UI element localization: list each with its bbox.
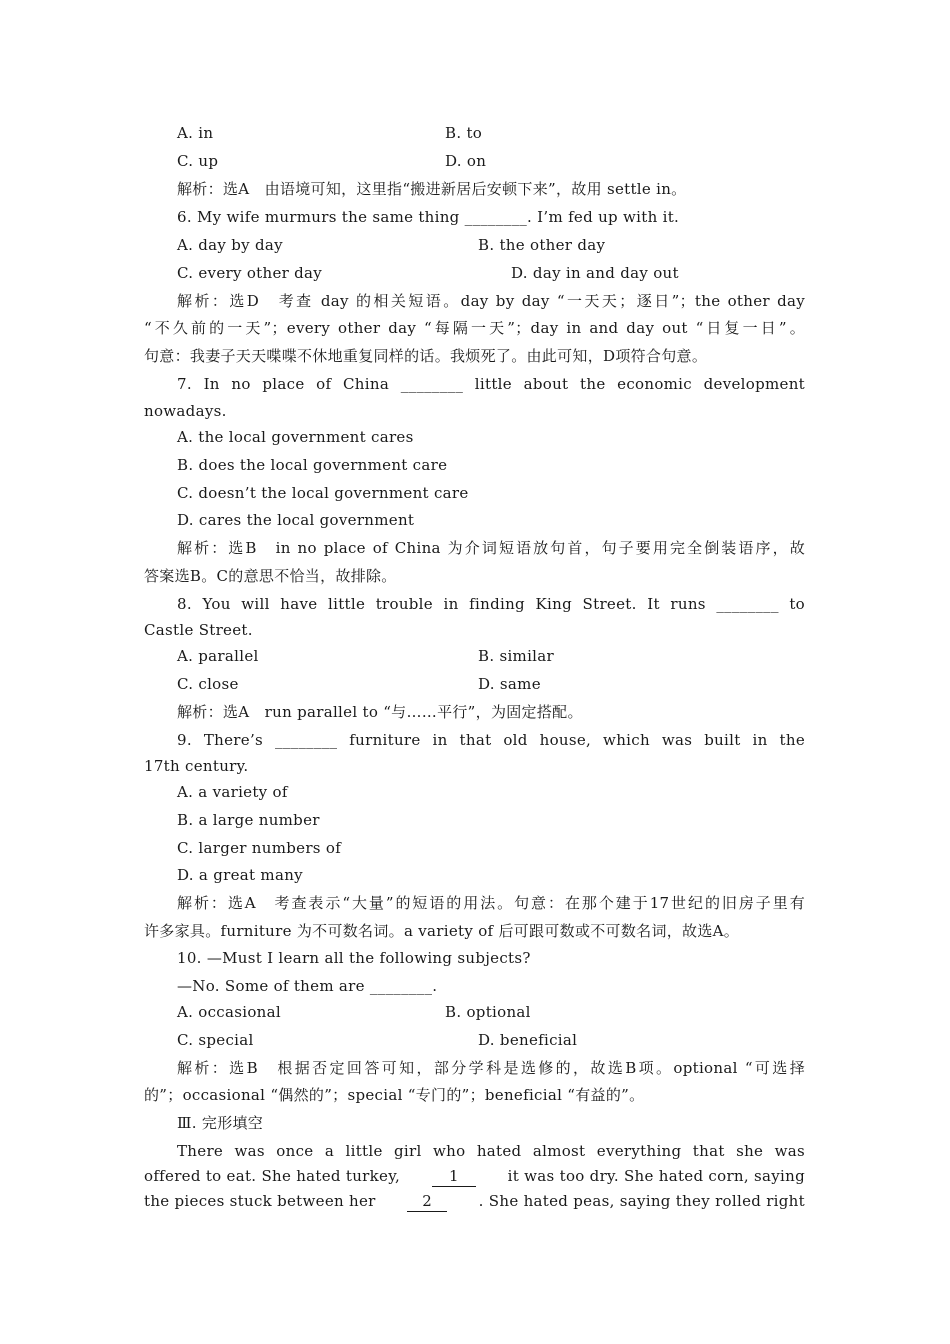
- q10-option-b: B. optional: [445, 1003, 531, 1021]
- q9-analysis-line2: 许多家具。furniture 为不可数名词。a variety of 后可跟可数或不可数名词，故选A。: [144, 922, 740, 940]
- q8-stem-line1: 8. You will have little trouble in finding King Street. It runs ________ to: [177, 595, 805, 613]
- cloze-line2: [144, 1166, 805, 1187]
- q6-analysis-line3: 句意：我妻子天天喋喋不休地重复同样的话。我烦死了。由此可知，D项符合句意。: [144, 347, 708, 365]
- cloze-blank-1: 1: [432, 1166, 476, 1187]
- q6-stem: 6. My wife murmurs the same thing ________. I’m fed up with it.: [177, 208, 680, 226]
- q8-option-c: C. close: [177, 675, 239, 693]
- q9-option-b: B. a large number: [177, 811, 320, 829]
- q7-analysis-line1: 解析：选B in no place of China 为介词短语放句首，句子要用完全倒装语序，故: [177, 539, 805, 557]
- q10-stem-line1: 10. —Must I learn all the following subjects?: [177, 949, 531, 967]
- q5-option-a: A. in: [177, 124, 214, 142]
- q7-option-c: C. doesn’t the local government care: [177, 484, 469, 502]
- q5-option-d: D. on: [445, 152, 487, 170]
- q8-option-b: B. similar: [478, 647, 554, 665]
- q7-option-d: D. cares the local government: [177, 511, 415, 529]
- q10-option-a: A. occasional: [177, 1003, 281, 1021]
- q8-analysis: 解析：选A run parallel to “与……平行”，为固定搭配。: [177, 703, 583, 721]
- q8-option-d: D. same: [478, 675, 541, 693]
- q6-analysis-line1: 解析：选D 考查 day 的相关短语。day by day “一天天；逐日”；the other day: [177, 292, 805, 310]
- cloze-line3: [144, 1191, 805, 1212]
- q8-stem-line2: Castle Street.: [144, 621, 253, 639]
- q7-stem-line2: nowadays.: [144, 402, 227, 420]
- cloze-line3-text-a: the pieces stuck between her: [144, 1192, 376, 1210]
- cloze-line2-text-b: it was too dry. She hated corn, saying: [507, 1167, 805, 1185]
- q7-option-b: B. does the local government care: [177, 456, 448, 474]
- q9-option-d: D. a great many: [177, 866, 303, 884]
- q9-option-a: A. a variety of: [177, 783, 288, 801]
- cloze-blank-2: 2: [407, 1191, 447, 1212]
- q10-stem-line2: —No. Some of them are ________.: [177, 977, 438, 995]
- q7-option-a: A. the local government cares: [177, 428, 414, 446]
- q9-analysis-line1: 解析：选A 考查表示“大量”的短语的用法。句意：在那个建于17世纪的旧房子里有: [177, 894, 805, 912]
- q6-option-b: B. the other day: [478, 236, 606, 254]
- q6-option-a: A. day by day: [177, 236, 283, 254]
- q5-option-b: B. to: [445, 124, 483, 142]
- q5-analysis: 解析：选A 由语境可知，这里指“搬进新居后安顿下来”，故用 settle in。: [177, 180, 687, 198]
- q9-option-c: C. larger numbers of: [177, 839, 342, 857]
- q6-analysis-line2: “不久前的一天”；every other day “每隔一天”；day in and day out “日复一日”。: [144, 319, 805, 337]
- q6-option-c: C. every other day: [177, 264, 323, 282]
- q7-analysis-line2: 答案选B。C的意思不恰当，故排除。: [144, 567, 397, 585]
- cloze-line3-text-b: . She hated peas, saying they rolled right: [478, 1192, 805, 1210]
- q9-stem-line2: 17th century.: [144, 757, 249, 775]
- cloze-line2-text-a: offered to eat. She hated turkey,: [144, 1167, 401, 1185]
- section-heading: Ⅲ. 完形填空: [177, 1114, 264, 1132]
- q8-option-a: A. parallel: [177, 647, 259, 665]
- q10-option-d: D. beneficial: [478, 1031, 578, 1049]
- q10-analysis-line2: 的”；occasional “偶然的”；special “专门的”；beneficial “有益的”。: [144, 1086, 645, 1104]
- q10-analysis-line1: 解析：选B 根据否定回答可知，部分学科是选修的，故选B项。optional “可选择: [177, 1059, 805, 1077]
- q5-option-c: C. up: [177, 152, 219, 170]
- q6-option-d: D. day in and day out: [511, 264, 679, 282]
- q9-stem-line1: 9. There’s ________ furniture in that old house, which was built in the: [177, 731, 805, 749]
- cloze-line1: There was once a little girl who hated almost everything that she was: [177, 1142, 805, 1160]
- q7-stem-line1: 7. In no place of China ________ little about the economic development: [177, 375, 805, 393]
- q10-option-c: C. special: [177, 1031, 254, 1049]
